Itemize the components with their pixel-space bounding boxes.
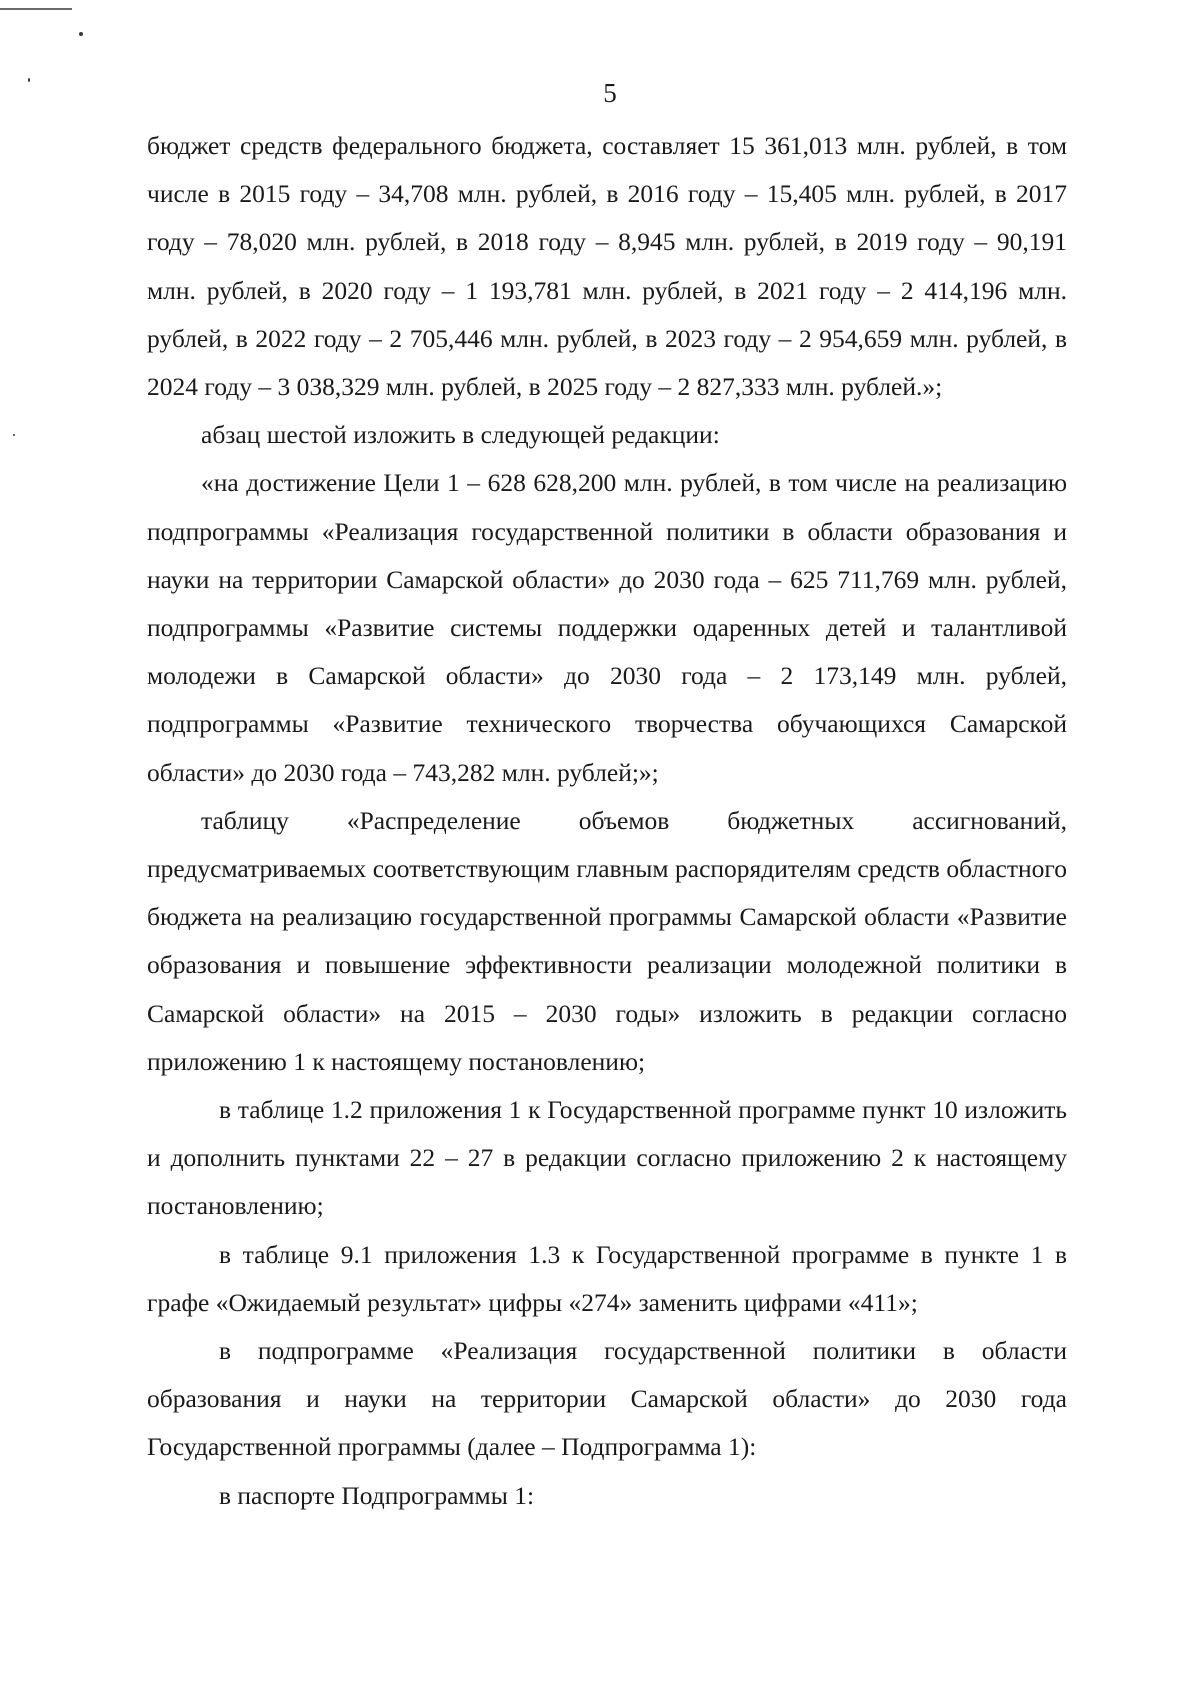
document-body	[147, 122, 1067, 1520]
paragraph-table-9-1: в таблице 9.1 приложения 1.3 к Государственной программе в пункте 1 в графе «Ожидаемый результат» цифры «274» заменить цифрами «411»;	[147, 1239, 1067, 1317]
scan-speck	[13, 434, 15, 436]
paragraph-table-1-2: в таблице 1.2 приложения 1 к Государственной программе пункт 10 изложить и дополнить пунктами 22 – 27 в редакции согласно приложению 2 к настоящему постановлению;	[147, 1095, 1067, 1221]
scan-speck	[79, 32, 83, 36]
scan-edge-mark	[0, 8, 72, 10]
paragraph-federal-budget: бюджет средств федерального бюджета, составляет 15 361,013 млн. рублей, в том числе в 2015 году – 34,708 млн. рублей, в 2016 году – 15,405 млн. рублей, в 2017 году – 78,020 млн. рублей, в 2018 году – 8,945 млн. рублей, в 2019 году – 90,191 млн. рублей, в 2020 году – 1 193,781 млн. рублей, в 2021 году – 2 414,196 млн. рублей, в 2022 году – 2 705,446 млн. рублей, в 2023 году – 2 954,659 млн. рублей, в 2024 году – 3 038,329 млн. рублей, в 2025 году – 2 827,333 млн. рублей.»;	[147, 131, 1067, 402]
paragraph-passport: в паспорте Подпрограммы 1:	[219, 1480, 535, 1510]
paragraph-instruction: абзац шестой изложить в следующей редакции:	[201, 420, 720, 450]
paragraph-goal-1: «на достижение Цели 1 – 628 628,200 млн. рублей, в том числе на реализацию подпрограммы «Реализация государственной политики в области образования и науки на территории Самарской области» до 2030 года – 625 711,769 млн. рублей, подпрограммы «Развитие системы поддержки одаренных детей и талантливой молодежи в Самарской области» до 2030 года – 2 173,149 млн. рублей, подпрограммы «Развитие технического творчества обучающихся Самарской области» до 2030 года – 743,282 млн. рублей;»;	[147, 468, 1067, 787]
paragraph-subprogram-1: в подпрограмме «Реализация государственной политики в области образования и науки на территории Самарской области» до 2030 года Государственной программы (далее – Подпрограмма 1):	[147, 1336, 1067, 1462]
page-number: 5	[603, 78, 617, 108]
paragraph-table-distribution: таблицу «Распределение объемов бюджетных ассигнований, предусматриваемых соответствующим главным распорядителям средств областного бюджета на реализацию государственной программы Самарской области «Развитие образования и повышение эффективности реализации молодежной политики в Самарской области» на 2015 – 2030 годы» изложить в редакции согласно приложению 1 к настоящему постановлению;	[147, 805, 1067, 1076]
